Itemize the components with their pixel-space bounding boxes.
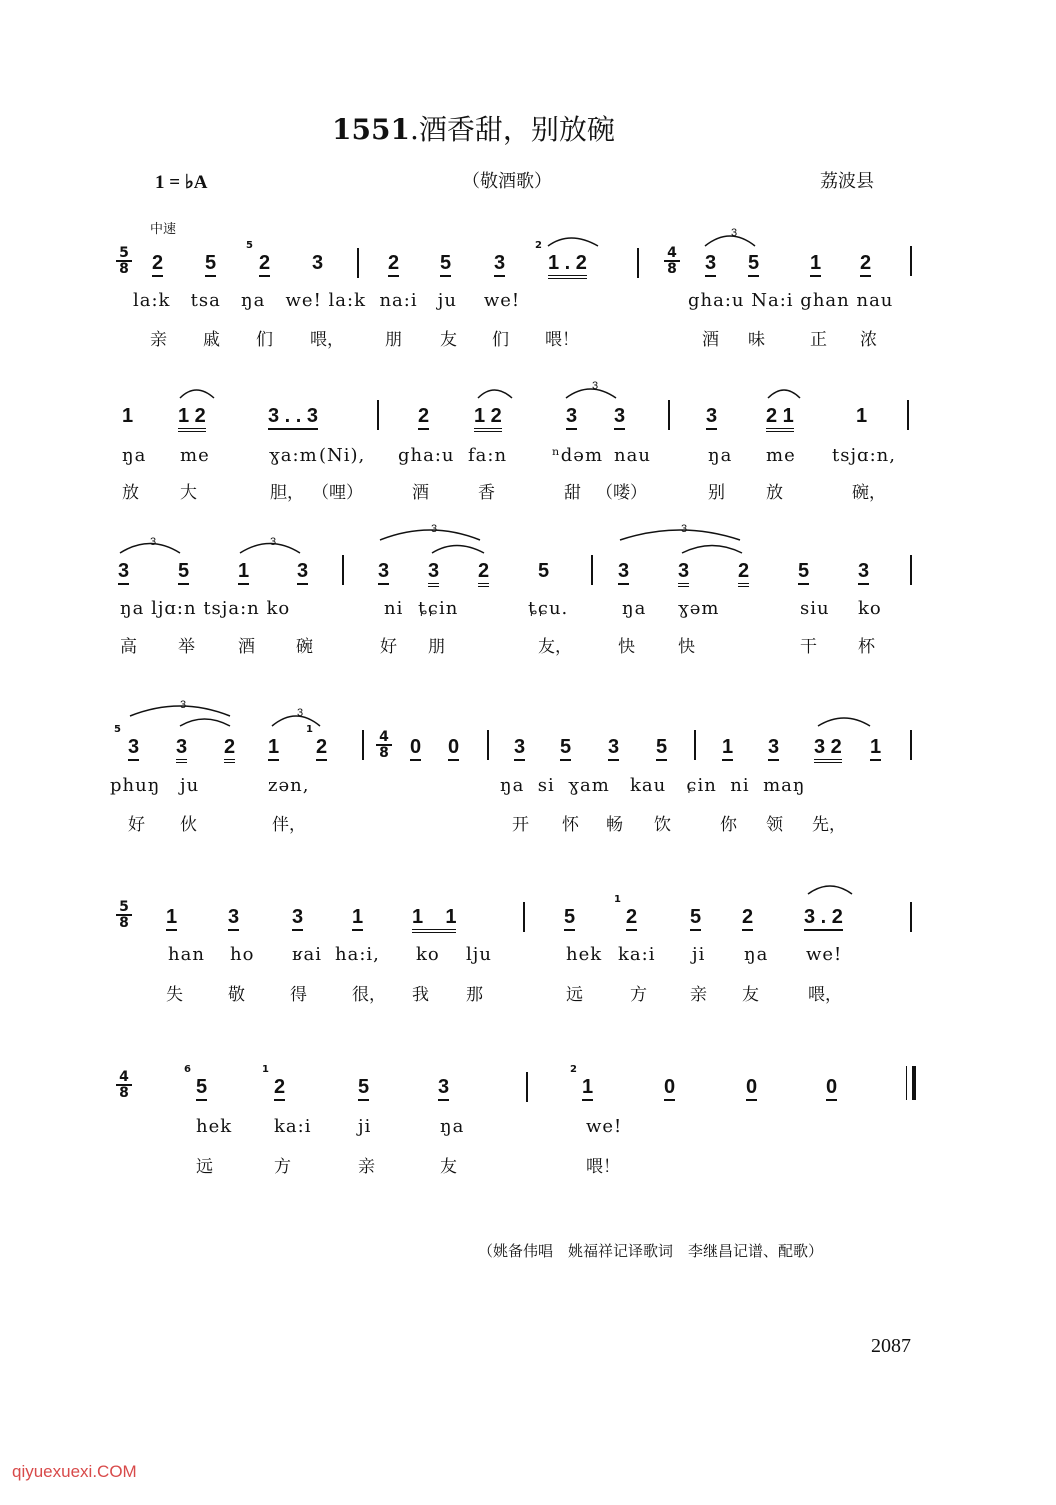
lyric-word: tsa — [190, 290, 221, 311]
note: 3 — [292, 906, 303, 931]
slur — [808, 886, 852, 894]
slur — [682, 546, 742, 554]
lyric-chinese: 戚 — [203, 330, 220, 350]
lyric-chinese: 方 — [274, 1157, 291, 1177]
triplet-mark: 3 — [150, 536, 157, 548]
note: 1 — [582, 1076, 593, 1101]
note: 2 — [418, 405, 429, 430]
lyric-chinese: 喂， — [310, 330, 344, 350]
lyric-word: han — [168, 944, 205, 965]
song-number: 1551 — [332, 113, 410, 146]
tempo-marking: 中速 — [150, 222, 177, 237]
note: 3 — [608, 736, 619, 761]
note: 1 . 2 — [548, 252, 587, 279]
note: 5 — [798, 560, 809, 585]
lyric-word: lju — [466, 944, 492, 965]
lyric-chinese: 失 — [166, 985, 183, 1005]
lyric-word: kau — [630, 775, 667, 796]
page-number: 2087 — [871, 1335, 911, 1357]
lyric-word: ŋa — [708, 445, 733, 466]
slur — [548, 238, 598, 246]
lyric-chinese: 得 — [290, 985, 307, 1005]
lyric-word: nau — [614, 445, 651, 466]
lyric-word: gha:u — [398, 445, 455, 466]
note: 0 — [826, 1076, 837, 1101]
lyric-chinese: 快 — [678, 637, 695, 657]
note: 2 — [742, 906, 753, 931]
triplet-slur — [620, 530, 740, 540]
lyric-word: ʁai — [292, 944, 322, 965]
note: 3 2 — [814, 736, 842, 763]
lyric-word: ha:i, — [335, 944, 380, 965]
grace-note: 1 — [614, 894, 621, 905]
time-signature-denominator: 8 — [119, 1085, 129, 1101]
note: 3 — [428, 560, 439, 587]
triplet-slur — [380, 530, 480, 540]
lyric-word: we! — [586, 1116, 623, 1137]
lyric-word: ju — [437, 290, 457, 311]
lyric-chinese: 酒 — [412, 483, 429, 503]
grace-note: 6 — [184, 1064, 191, 1075]
lyric-word: ni — [384, 598, 404, 619]
lyric-chinese: 远 — [566, 985, 583, 1005]
lyric-word: ljɑ:n — [151, 598, 197, 619]
note: 1 1 — [412, 906, 456, 933]
grace-note: 1 — [262, 1064, 269, 1075]
lyric-chinese: 酒 — [238, 637, 255, 657]
grace-note: 2 — [570, 1064, 577, 1075]
lyric-word: ni — [730, 775, 750, 796]
note: 5 — [656, 736, 667, 761]
triplet-mark: 3 — [592, 380, 599, 392]
note: 3 — [566, 405, 577, 430]
lyric-word: ŋa — [241, 290, 266, 311]
lyric-word: ŋa — [122, 445, 147, 466]
note: 3 — [858, 560, 869, 585]
note: 1 — [870, 736, 881, 761]
lyric-word: ho — [230, 944, 255, 965]
lyric-chinese: 你 — [720, 815, 737, 835]
lyric-word: we! — [285, 290, 322, 311]
lyric-word: ŋa — [500, 775, 525, 796]
note: 2 — [259, 252, 270, 277]
lyric-word: ko — [858, 598, 882, 619]
lyric-word: fa:n — [468, 445, 508, 466]
note: 1 — [810, 252, 821, 277]
lyric-word: ghan — [800, 290, 850, 311]
triplet-mark: 3 — [431, 523, 438, 535]
note: 3 — [297, 560, 308, 585]
note: 3 — [176, 736, 187, 763]
lyric-word: maŋ — [763, 775, 806, 796]
lyric-chinese: 我 — [412, 985, 429, 1005]
triplet-mark: 3 — [731, 227, 738, 239]
triplet-mark: 3 — [180, 699, 187, 711]
lyric-chinese: 酒 — [702, 330, 719, 350]
note: 3 — [378, 560, 389, 585]
note: 1 — [122, 405, 134, 427]
lyric-chinese: 友 — [742, 985, 759, 1005]
note: 3 — [618, 560, 629, 585]
time-signature-numerator: 4 — [664, 246, 680, 262]
lyric-chinese: 敬 — [228, 985, 245, 1005]
lyric-word: zən, — [268, 775, 310, 796]
note: 5 — [538, 560, 550, 582]
note: 3 — [438, 1076, 449, 1101]
lyric-chinese: 碗 — [296, 637, 313, 657]
lyric-chinese: （哩） — [312, 483, 363, 503]
note: 2 — [152, 252, 163, 277]
note: 5 — [440, 252, 451, 277]
note: 5 — [690, 906, 701, 931]
lyric-chinese: 干 — [800, 637, 817, 657]
lyric-word: me — [180, 445, 210, 466]
time-signature-denominator: 8 — [119, 261, 129, 277]
watermark: qiyuexuexi.COM — [12, 1462, 137, 1481]
note: 5 — [196, 1076, 207, 1101]
lyric-chinese: 亲 — [690, 985, 707, 1005]
lyric-chinese: 很， — [352, 985, 386, 1005]
note: 2 — [274, 1076, 285, 1101]
lyric-chinese: 们 — [492, 330, 509, 350]
lyric-chinese: 伙 — [180, 815, 197, 835]
note: 5 — [358, 1076, 369, 1101]
lyric-word: ŋa — [440, 1116, 465, 1137]
lyric-chinese: 远 — [196, 1157, 213, 1177]
lyric-word: na:i — [379, 290, 418, 311]
note: 5 — [560, 736, 571, 761]
time-signature-denominator: 8 — [119, 915, 129, 931]
lyric-word: ŋa — [120, 598, 145, 619]
lyric-word: ko — [416, 944, 440, 965]
note: 1 — [856, 405, 868, 427]
note: 1 2 — [474, 405, 502, 432]
note: 0 — [746, 1076, 757, 1101]
key-signature: 1 = ♭A — [155, 172, 208, 193]
time-signature-numerator: 5 — [116, 900, 132, 916]
note: 3 — [128, 736, 139, 761]
lyric-word: ɣa:m — [269, 445, 318, 466]
triplet-mark: 3 — [297, 707, 304, 719]
note: 5 — [178, 560, 189, 585]
lyric-chinese: 亲 — [150, 330, 167, 350]
lyric-chinese: 领 — [766, 815, 783, 835]
lyric-word: ji — [358, 1116, 372, 1137]
lyric-chinese: 别 — [708, 483, 725, 503]
note: 3 — [514, 736, 525, 761]
lyric-chinese: 友， — [538, 637, 572, 657]
lyric-chinese: 亲 — [358, 1157, 375, 1177]
lyric-chinese: 那 — [466, 985, 483, 1005]
note: 1 — [166, 906, 177, 931]
lyric-word: ji — [692, 944, 706, 965]
lyric-word: ɣam — [568, 775, 610, 796]
note: 2 1 — [766, 405, 794, 432]
lyric-word: (Ni), — [319, 445, 366, 466]
lyric-word: ju — [180, 775, 200, 796]
time-signature-denominator: 8 — [379, 745, 389, 761]
song-region: 荔波县 — [820, 171, 874, 192]
lyric-chinese: 开 — [512, 815, 529, 835]
grace-note: 5 — [246, 240, 253, 251]
note: 3 . 2 — [804, 906, 843, 931]
lyric-chinese: 杯 — [858, 637, 875, 657]
note: 3 — [118, 560, 129, 585]
lyric-chinese: 甜 — [564, 483, 581, 503]
lyric-chinese: （喽） — [596, 483, 647, 503]
note: 0 — [410, 736, 421, 761]
note: 2 — [860, 252, 871, 277]
note: 0 — [448, 736, 459, 761]
note: 3 — [678, 560, 689, 587]
slur — [180, 390, 214, 398]
triplet-slur — [705, 236, 755, 246]
lyric-chinese: 畅 — [606, 815, 623, 835]
lyric-chinese: 正 — [810, 330, 827, 350]
note: 3 — [494, 252, 505, 277]
slur — [180, 719, 230, 726]
lyric-chinese: 碗， — [852, 483, 886, 503]
slur — [478, 390, 512, 398]
lyric-word: ɕin — [686, 775, 717, 796]
lyric-word: la:k — [133, 290, 171, 311]
note: 2 — [224, 736, 235, 763]
grace-note: 2 — [535, 240, 542, 251]
song-title-text: .酒香甜，别放碗 — [409, 113, 615, 146]
grace-note: 1 — [306, 724, 313, 735]
lyric-chinese: 喂， — [808, 985, 842, 1005]
note: 1 — [722, 736, 733, 761]
triplet-slur — [272, 716, 320, 726]
lyric-chinese: 方 — [630, 985, 647, 1005]
lyric-chinese: 朋 — [428, 637, 445, 657]
lyric-chinese: 饮 — [654, 815, 671, 835]
note: 3 — [706, 405, 717, 430]
credits: （姚备伟唱 姚福祥记译歌词 李继昌记谱、配歌） — [478, 1242, 824, 1260]
lyric-word: me — [766, 445, 796, 466]
note: 0 — [664, 1076, 675, 1101]
triplet-mark: 3 — [681, 523, 688, 535]
note: 5 — [564, 906, 575, 931]
lyric-word: ȶɕu. — [528, 598, 569, 619]
lyric-word: ŋa — [744, 944, 769, 965]
note: 2 — [626, 906, 637, 931]
lyric-word: ko — [266, 598, 291, 619]
lyric-chinese: 快 — [618, 637, 635, 657]
lyric-word: nau — [856, 290, 894, 311]
note: 2 — [388, 252, 399, 277]
lyric-word: la:k — [328, 290, 367, 311]
note: 2 — [738, 560, 749, 587]
lyric-chinese: 喂！ — [545, 330, 579, 350]
lyric-word: ɣəm — [678, 598, 720, 619]
lyric-chinese: 放 — [766, 483, 783, 503]
lyric-word: ka:i — [618, 944, 656, 965]
note: 3 — [228, 906, 239, 931]
lyric-chinese: 香 — [478, 483, 495, 503]
lyric-chinese: 大 — [180, 483, 197, 503]
time-signature-denominator: 8 — [667, 261, 677, 277]
lyric-chinese: 高 — [120, 637, 137, 657]
lyric-chinese: 伴， — [272, 815, 306, 835]
lyric-word: phuŋ — [110, 775, 161, 796]
note: 2 — [316, 736, 327, 761]
lyric-chinese: 们 — [256, 330, 273, 350]
lyric-chinese: 友 — [440, 330, 457, 350]
note: 1 — [352, 906, 363, 931]
lyric-word: ⁿdəm — [552, 445, 604, 466]
lyric-chinese: 浓 — [860, 330, 877, 350]
lyric-word: ŋa — [622, 598, 647, 619]
note: 5 — [205, 252, 216, 277]
note: 1 — [268, 736, 279, 761]
lyric-chinese: 好 — [128, 815, 145, 835]
slur — [818, 718, 870, 726]
lyric-word: siu — [800, 598, 830, 619]
lyric-chinese: 放 — [122, 483, 139, 503]
note: 3 — [768, 736, 779, 761]
note: 3 — [705, 252, 716, 277]
lyric-word: hek — [196, 1116, 233, 1137]
lyric-chinese: 胆， — [270, 483, 304, 503]
lyric-chinese: 先， — [812, 815, 846, 835]
time-signature-numerator: 4 — [116, 1070, 132, 1086]
lyric-word: ȶɕin — [418, 598, 459, 619]
lyric-chinese: 朋 — [385, 330, 402, 350]
lyric-word: tsjɑ:n, — [832, 445, 896, 466]
lyric-chinese: 举 — [178, 637, 195, 657]
lyric-word: Na:i — [751, 290, 794, 311]
note: 1 — [238, 560, 249, 585]
time-signature-numerator: 5 — [116, 246, 132, 262]
lyric-word: we! — [483, 290, 521, 311]
note: 1 2 — [178, 405, 206, 432]
note: 5 — [748, 252, 759, 277]
triplet-slur — [566, 389, 616, 398]
lyric-chinese: 喂！ — [586, 1157, 620, 1177]
lyric-word: we! — [806, 944, 843, 965]
note: 2 — [478, 560, 489, 587]
lyric-word: hek — [566, 944, 603, 965]
slur — [432, 546, 484, 554]
triplet-mark: 3 — [270, 536, 277, 548]
song-subtitle: （敬酒歌） — [462, 171, 552, 192]
lyric-chinese: 友 — [440, 1157, 457, 1177]
note: 3 — [312, 252, 324, 274]
lyric-chinese: 好 — [380, 637, 397, 657]
note: 3 . . 3 — [268, 405, 318, 430]
lyric-chinese: 怀 — [562, 815, 579, 835]
lyric-word: tsja:n — [203, 598, 260, 619]
slur — [768, 390, 800, 398]
grace-note: 5 — [114, 724, 121, 735]
lyric-chinese: 味 — [748, 330, 765, 350]
lyric-word: ka:i — [274, 1116, 312, 1137]
lyric-word: si — [537, 775, 555, 796]
time-signature-numerator: 4 — [376, 730, 392, 746]
lyric-word: gha:u — [688, 290, 745, 311]
note: 3 — [614, 405, 625, 430]
